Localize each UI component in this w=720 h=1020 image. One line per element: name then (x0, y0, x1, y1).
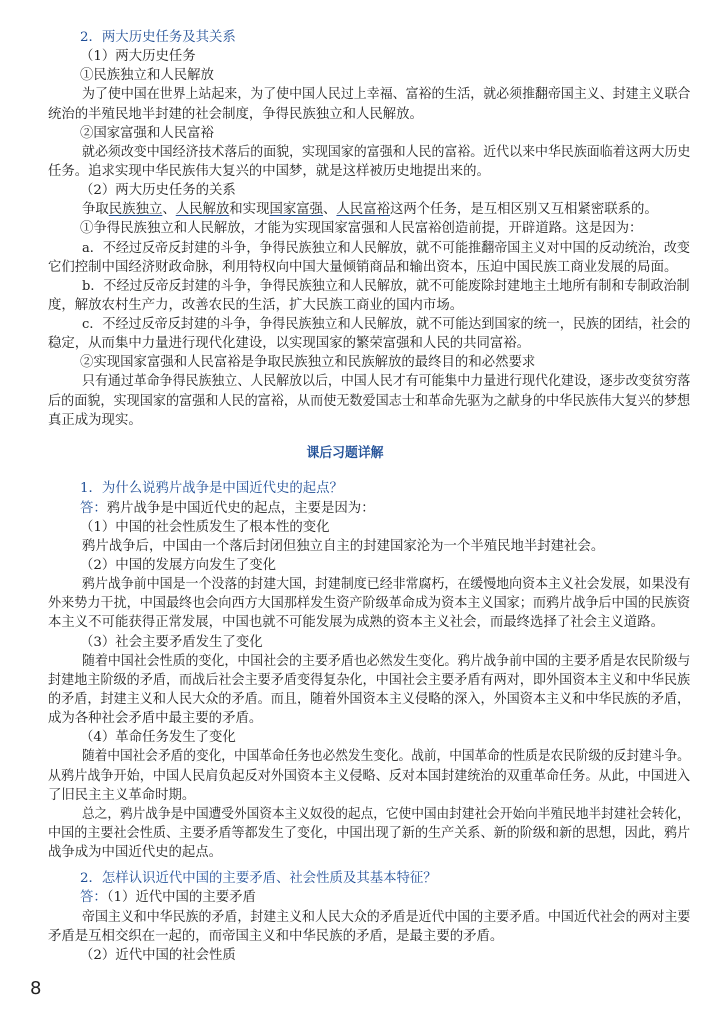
paragraph-line: 战争成为中国近代史的起点。 (48, 845, 223, 861)
section-title: 课后习题详解 (306, 445, 384, 462)
item-prosperity: ②国家富强和人民富裕 (80, 125, 214, 141)
text-span: 、 (162, 202, 176, 218)
paragraph-line: 总之，鸦片战争是中国遭受外国资本主义奴役的起点，它使中国由封建社会开始向半殖民地半封建社会转化， (82, 806, 690, 822)
paragraph-line: 任务。追求实现中华民族伟大复兴的中国梦，就是这样被历史地提出来的。 (48, 163, 490, 179)
paragraph-line: 随着中国社会矛盾的变化，中国革命任务也必然发生变化。战前，中国革命的性质是农民阶级的反封建斗争。 (82, 749, 690, 765)
paragraph-line: 统治的半殖民地半封建的社会制度，争得民族独立和人民解放。 (48, 106, 423, 122)
paragraph-line: 帝国主义和中华民族的矛盾，封建主义和人民大众的矛盾是近代中国的主要矛盾。中国近代社会的两对主要 (82, 909, 691, 925)
paragraph-line: 鸦片战争后，中国由一个落后封闭但独立自主的封建国家沦为一个半殖民地半封建社会。 (82, 538, 605, 554)
answer-label: 答： (80, 500, 107, 516)
underlined-term: 人民解放 (175, 202, 230, 218)
paragraph-line: ①争得民族独立和人民解放，才能为实现国家富强和人民富裕创造前提，开辟道路。这是因为： (80, 221, 643, 237)
paragraph-line: 封建地主阶级的矛盾，而战后社会主要矛盾变得复杂化，中国社会主要矛盾有两对，即外国资本主义和中华民族 (48, 672, 691, 688)
underlined-term: 民族独立 (108, 202, 163, 218)
paragraph-line: 只有通过革命争得民族独立、人民解放以后，中国人民才有可能集中力量进行现代化建设，逐步改变贫穷落 (82, 374, 691, 390)
paragraph-line: 为了使中国在世界上站起来，为了使中国人民过上幸福、富裕的生活，就必须推翻帝国主义、封建主义联合 (82, 87, 691, 103)
paragraph-line: 度，解放农村生产力，改善农民的生活，扩大民族工商业的国内市场。 (48, 297, 464, 313)
paragraph-line: a．不经过反帝反封建的斗争，争得民族独立和人民解放，就不可能推翻帝国主义对中国的反动统治，改变 (82, 240, 690, 256)
paragraph-line: 本主义不可能获得正常发展，中国也就不可能发展为成熟的资本主义社会，而最终选择了社会主义道路。 (48, 615, 664, 631)
paragraph-line: 从鸦片战争开始，中国人民肩负起反对外国资本主义侵略、反对本国封建统治的双重革命任务。从此，中国进入 (48, 768, 691, 784)
paragraph-line: 随着中国社会性质的变化，中国社会的主要矛盾也必然发生变化。鸦片战争前中国的主要矛盾是农民阶级与 (82, 653, 691, 669)
paragraph-line: c．不经过反帝反封建的斗争，争得民族独立和人民解放，就不可能达到国家的统一，民族的团结，社会的 (82, 317, 691, 333)
paragraph-line: 矛盾是互相交织在一起的，而帝国主义和中华民族的矛盾，是最主要的矛盾。 (48, 928, 504, 944)
subheading-relation: （2）两大历史任务的关系 (80, 183, 236, 199)
paragraph-line: b．不经过反帝反封建的斗争，争得民族独立和人民解放，就不可能废除封建地主土地所有制和专制政治制 (82, 278, 690, 294)
answer-label: 答： (80, 890, 107, 906)
text-span: 争取 (82, 202, 109, 218)
paragraph-line: 它们控制中国经济财政命脉，利用特权向中国大量倾销商品和输出资本，压迫中国民族工商业发展的局面。 (48, 259, 678, 275)
subheading: （2）中国的发展方向发生了变化 (80, 558, 276, 574)
answer-intro (80, 888, 256, 907)
answer-intro (80, 499, 375, 518)
question-2: 2．怎样认识近代中国的主要矛盾、社会性质及其基本特征？ (80, 871, 437, 887)
paragraph-line: 真正成为现实。 (48, 412, 142, 428)
paragraph-line: 的矛盾，封建主义和人民大众的矛盾。而且，随着外国资本主义侵略的深入，外国资本主义和中华民族的矛盾， (48, 691, 691, 707)
paragraph-line: 外来势力干扰，中国最终也会向西方大国那样发生资产阶级革命成为资本主义国家；而鸦片战争后中国的民族资 (48, 596, 691, 612)
subheading: （4）革命任务发生了变化 (80, 730, 236, 746)
paragraph-line: 后的面貌，实现国家的富强和人民的富裕，从而使无数爱国志士和革命先驱为之献身的中华民族伟大复兴的梦想 (48, 393, 691, 409)
heading-two-tasks: 2．两大历史任务及其关系 (80, 30, 236, 45)
paragraph-line: 就必须改变中国经济技术落后的面貌，实现国家的富强和人民的富裕。近代以来中华民族面临着这两大历史 (82, 144, 691, 160)
question-1: 1．为什么说鸦片战争是中国近代史的起点？ (80, 481, 343, 497)
text-span: 、 (323, 202, 337, 218)
text-span: 鸦片战争是中国近代史的起点，主要是因为： (106, 500, 375, 516)
subheading-tasks: （1）两大历史任务 (80, 49, 196, 65)
text-span: 这两个任务，是互相区别又互相紧密联系的。 (389, 202, 658, 218)
paragraph-line: 中国的主要社会性质、主要矛盾等都发生了变化，中国出现了新的生产关系、新的阶级和新的思想，因此，鸦片 (48, 825, 691, 841)
paragraph-line: 了旧民主主义革命时期。 (48, 787, 196, 803)
relation-sentence (82, 200, 658, 219)
underlined-term: 国家富强 (269, 202, 324, 218)
text-span: 和实现 (229, 202, 270, 218)
paragraph-line: 鸦片战争前中国是一个没落的封建大国，封建制度已经非常腐朽，在缓慢地向资本主义社会发展，如果没有 (82, 577, 691, 593)
paragraph-line: ②实现国家富强和人民富裕是争取民族独立和民族解放的最终目的和必然要求 (80, 355, 536, 371)
subheading: （2）近代中国的社会性质 (80, 947, 236, 963)
paragraph-line: 成为各种社会矛盾中最主要的矛盾。 (48, 711, 263, 727)
item-independence: ①民族独立和人民解放 (80, 68, 214, 84)
subheading: （1）中国的社会性质发生了根本性的变化 (80, 519, 330, 535)
subheading: （3）社会主要矛盾发生了变化 (80, 634, 263, 650)
underlined-term: 人民富裕 (336, 202, 390, 218)
page-number: 8 (30, 978, 42, 999)
paragraph-line: 稳定，从而集中力量进行现代化建设，以实现国家的繁荣富强和人民的共同富裕。 (48, 336, 531, 352)
text-span: （1）近代中国的主要矛盾 (106, 890, 256, 906)
